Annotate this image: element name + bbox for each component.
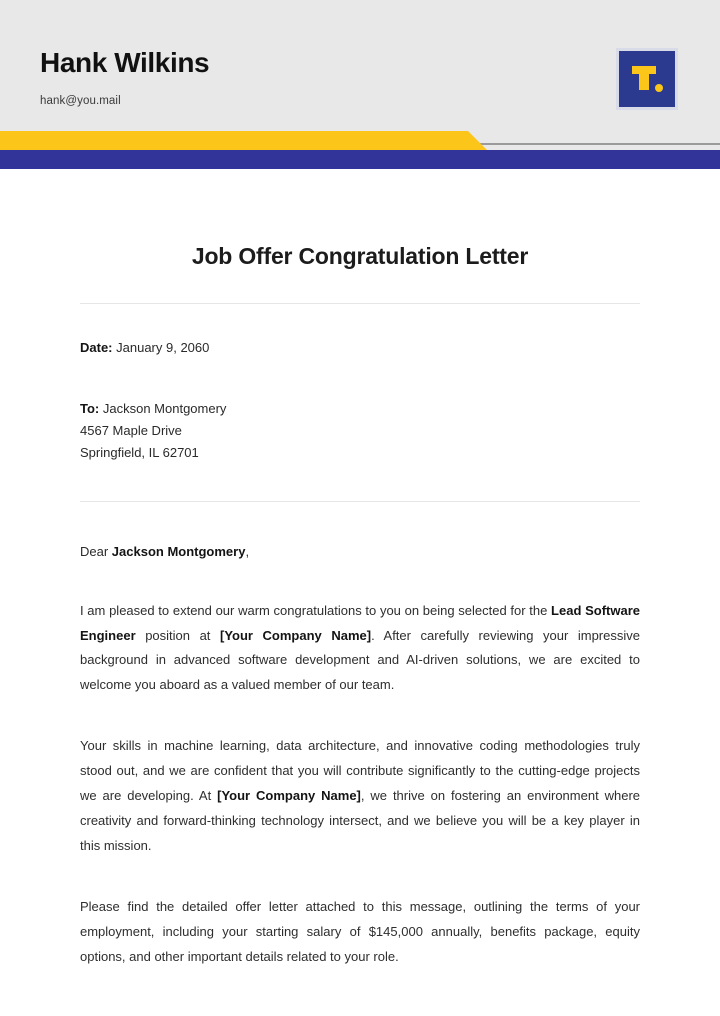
to-label: To: [80,400,100,416]
logo-bar-stem [639,66,649,90]
p1-text-3: . After carefully reviewing your impressive background in advanced software development and AI-driven solutions, we are excited to welcome you aboard as a valued member of our team. [80,627,640,693]
date-label: Date: [80,340,113,355]
page-title: Job Offer Congratulation Letter [191,243,529,269]
decorative-banner [0,131,720,169]
p3-text-1: Please find the detailed offer letter attached to this message, outlining the terms of your employment, including your starting salary of $145,000 annually, benefits package, equity options, and other important details related to your role. [80,899,640,965]
letterhead-header [0,0,720,131]
logo-dot-icon [655,84,663,92]
paragraph-3 [80,895,640,970]
date-value: January 9, 2060 [112,340,210,355]
sender-block [40,48,560,107]
date-line [80,338,640,358]
p1-text-2: position at [135,627,220,643]
recipient-block [80,398,640,465]
company-logo [616,48,678,110]
p2-bold-company: [Your Company Name] [217,788,361,804]
salutation-suffix: , [245,543,250,559]
paragraph-2 [80,734,640,859]
paragraph-1 [80,599,640,699]
p2-text-2: , we thrive on fostering an environment where creativity and forward-thinking technology intersect, and we believe you will be a key player in this mission. [80,788,641,854]
letter-body [0,169,720,970]
salutation [80,544,640,559]
letter-content [80,338,640,465]
sender-name: Hank Wilkins [40,47,210,78]
p2-text-1: Your skills in machine learning, data architecture, and innovative coding methodologies truly stood out, and we are confident that you will contribute significantly to the cutting-edge projects we are developing. At [80,738,640,804]
letter-t-icon [630,62,664,96]
recipient-name: Jackson Montgomery [99,400,227,416]
letter-text-content [80,544,640,970]
divider-middle [80,501,640,502]
recipient-street: 4567 Maple Drive [80,422,182,438]
p1-bold-job-title: Lead Software Engineer [80,602,640,643]
salutation-prefix: Dear [80,543,112,559]
recipient-city: Springfield, IL 62701 [80,445,199,461]
p1-bold-company: [Your Company Name] [219,627,372,643]
banner-blue-stripe [0,150,720,169]
divider-top [80,303,640,304]
sender-email: hank@you.mail [40,94,121,107]
p1-text-1: I am pleased to extend our warm congratulations to you on being selected for the [80,602,552,618]
recipient-name-line [80,398,640,420]
salutation-name: Jackson Montgomery [111,543,246,559]
